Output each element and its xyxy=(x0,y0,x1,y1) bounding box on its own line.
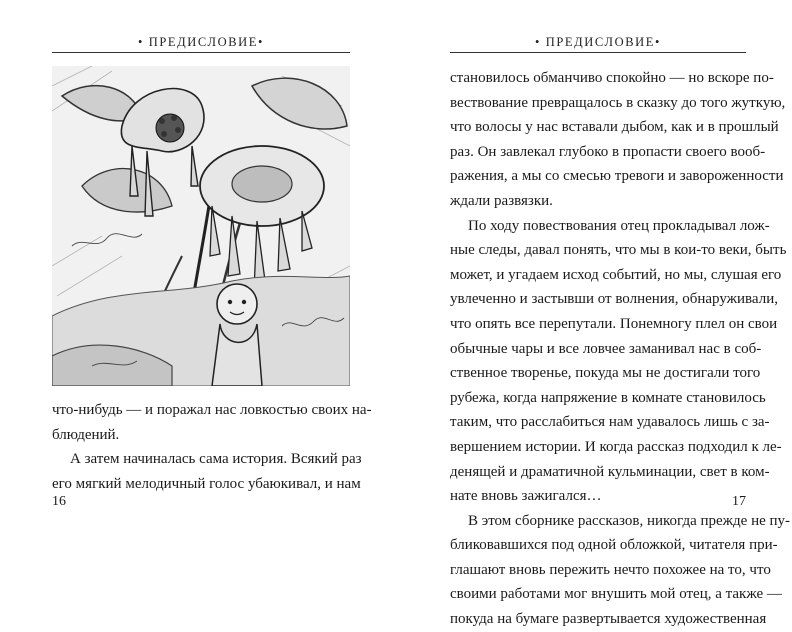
text-line: раз. Он завлекал глубоко в пропасти своего вооб- xyxy=(450,143,766,160)
text-line: нате вновь зажигался… xyxy=(450,488,602,505)
text-line: увлеченно и застывши от волнения, обнаруживали, xyxy=(450,291,778,308)
running-head-left: • ПРЕДИСЛОВИЕ• xyxy=(138,35,264,49)
text-line: блюдений. xyxy=(52,426,120,443)
text-line: денящей и драматичной кульминации, свет в ком- xyxy=(450,463,770,480)
header-rule-right xyxy=(450,52,746,53)
text-line: А затем начиналась сама история. Всякий раз xyxy=(70,451,362,468)
text-line: вершением истории. И когда рассказ подходил к ле- xyxy=(450,438,782,455)
text-line: глашают вновь пережить нечто похожее на то, что xyxy=(450,561,771,578)
body-text-right xyxy=(450,66,791,632)
body-text-left xyxy=(52,398,372,496)
text-line: вествование превращалось в сказку до того жуткую, xyxy=(450,94,786,111)
text-line: ждали развязки. xyxy=(450,192,553,209)
text-line: В этом сборнике рассказов, никогда прежде не пу- xyxy=(468,512,791,529)
text-line: бликовавшихся под одной обложкой, читателя при- xyxy=(450,537,778,554)
text-line: что опять все перепутали. Понемногу плел он свои xyxy=(450,315,778,332)
text-line: рубежа, когда напряжение в комнате становилось xyxy=(450,389,766,406)
text-line: ражения, а мы со смесью тревоги и завороженности xyxy=(450,168,784,185)
text-line: ственное творенье, покуда мы не достигали того xyxy=(450,365,761,382)
header-rule-left xyxy=(52,52,350,53)
text-line: становилось обманчиво спокойно — но вскоре по- xyxy=(450,70,774,86)
sunflower-sketch-icon xyxy=(52,66,350,386)
right-page xyxy=(396,0,792,628)
text-line: ные следы, давал понять, что мы в кои-то веки, быть xyxy=(450,242,787,259)
text-line: По ходу повествования отец прокладывал лож- xyxy=(468,217,770,234)
text-line: покуда на бумаге развертывается художественная xyxy=(450,611,767,628)
text-line: что волосы у нас вставали дыбом, как и в прошлый xyxy=(450,119,779,136)
text-line: обычные чары и все ловчее заманивал нас в соб- xyxy=(450,340,762,357)
text-line: его мягкий мелодичный голос убаюкивал, и нам xyxy=(52,475,361,492)
page-number-right: 17 xyxy=(732,494,746,509)
text-line: таким, что расслабиться нам удавалось лишь с за- xyxy=(450,414,770,431)
left-page xyxy=(0,0,396,517)
sketch-illustration xyxy=(52,66,350,386)
page-number-left: 16 xyxy=(52,494,66,509)
running-head-right: • ПРЕДИСЛОВИЕ• xyxy=(535,35,661,49)
text-line: что-нибудь — и поражал нас ловкостью своих на- xyxy=(52,402,372,418)
text-line: может, и угадаем исход событий, но мы, слушая его xyxy=(450,266,782,283)
text-line: своими работами мог внушить мой отец, а также — xyxy=(450,586,782,603)
